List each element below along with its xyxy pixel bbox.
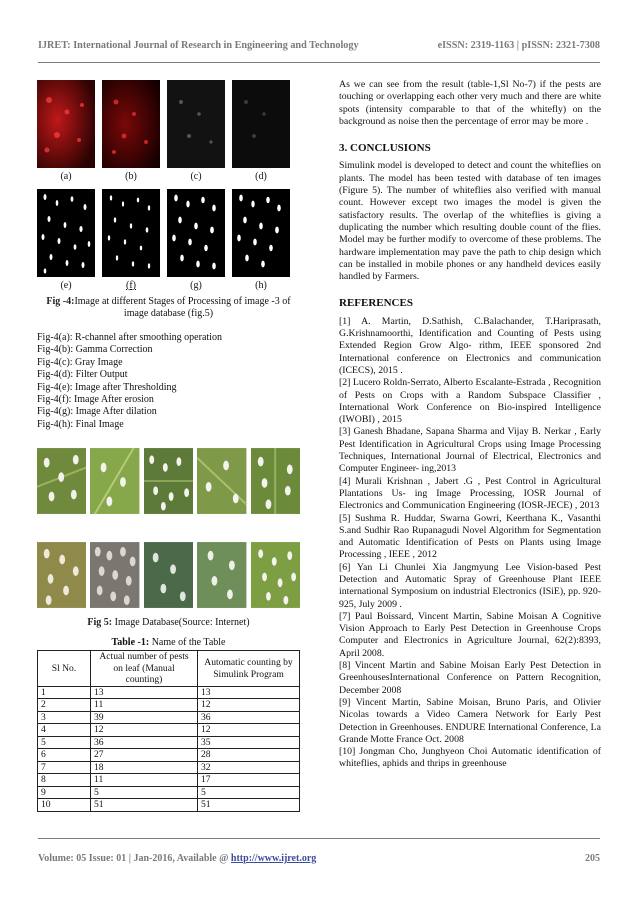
table-header-row xyxy=(38,651,300,687)
step-item: Fig-4(h): Final Image xyxy=(37,418,124,430)
fig5-caption xyxy=(37,617,300,629)
reference-item: [6] Yan Li Chunlei Xia Jangmyung Lee Vision-based Pest Detection and Automatic Spray of Greenhouse Plant IEEE international Symposium on industrial Electronics (ISiE), pp. 920-925, July 2009 . xyxy=(339,561,601,610)
table-row xyxy=(38,711,300,724)
fig4d-image xyxy=(232,80,290,168)
conclusions-paragraph: Simulink model is developed to detect and count the whiteflies on plants. The model has been tested with database of ten images (Figure 5). The number of whiteflies also verified with manual count. However except two images the model is given the satisfactory results. The overlap of the whiteflies is giving a duplicating the number which resulting double count of the flies. Model may be further modify to overcome of these problems. The hardware implementation may pave the path to chip design which can be installed in mobile phones or any handheld devices easily handled by Farmers. xyxy=(339,160,601,283)
reference-item: [4] Murali Krishnan , Jabert .G , Pest Control in Agricultural Plantations Us- ing Image Processing, IOSR Journal of Electronics and Communication Engineering (IOSR-JECE) , 2013 xyxy=(339,475,601,512)
cell-manual: 11 xyxy=(91,699,198,712)
reference-item: [5] Sushma R. Huddar, Swarna Gowri, Keerthana K., Vasanthi S.and Sudhir Rao Rupanagudi Novel Algorithm for Segmentation and Automatic Identification of Pests on Plants using Image Processing , IEEE , 2012 xyxy=(339,512,601,561)
cell-auto: 13 xyxy=(198,686,300,699)
label-f: (f) xyxy=(126,280,136,291)
table-row xyxy=(38,736,300,749)
conclusions-heading: 3. CONCLUSIONS xyxy=(339,142,431,155)
cell-sl: 7 xyxy=(38,761,91,774)
leaf-image-1 xyxy=(37,447,86,515)
cell-sl: 8 xyxy=(38,774,91,787)
table-row xyxy=(38,786,300,799)
cell-sl: 10 xyxy=(38,799,91,812)
cell-manual: 12 xyxy=(91,724,198,737)
cell-auto: 12 xyxy=(198,699,300,712)
fig5-row-bottom xyxy=(37,541,300,609)
cell-sl: 6 xyxy=(38,749,91,762)
label-c: (c) xyxy=(190,171,202,182)
table-row xyxy=(38,686,300,699)
page-header xyxy=(38,40,600,51)
step-item: Fig-4(e): Image after Thresholding xyxy=(37,381,177,393)
fig4-row-bottom xyxy=(37,189,300,277)
fig4-caption xyxy=(37,296,300,320)
fig4h-image xyxy=(232,189,290,277)
cell-auto: 12 xyxy=(198,724,300,737)
cell-manual: 5 xyxy=(91,786,198,799)
fig4-caption-text: Image at different Stages of Processing of image -3 of image database (fig.5) xyxy=(74,296,291,319)
cell-manual: 36 xyxy=(91,736,198,749)
step-item: Fig-4(b): Gamma Correction xyxy=(37,344,153,356)
cell-sl: 2 xyxy=(38,699,91,712)
table-row xyxy=(38,699,300,712)
page-number: 205 xyxy=(585,853,600,864)
table-row xyxy=(38,749,300,762)
leaf-image-9 xyxy=(197,541,246,609)
cell-manual: 27 xyxy=(91,749,198,762)
left-column xyxy=(37,80,300,812)
reference-item: [7] Paul Boissard, Vincent Martin, Sabine Moisan A Cognitive Vision Approach to Early Pest Detection in Greenhouse Crops Computer and Electronics in Agriculture Journal, 62(2):8393, April 2008. xyxy=(339,610,601,659)
label-g: (g) xyxy=(190,280,202,291)
cell-manual: 11 xyxy=(91,774,198,787)
cell-auto: 32 xyxy=(198,761,300,774)
references-list xyxy=(339,316,601,771)
cell-manual: 39 xyxy=(91,711,198,724)
cell-sl: 1 xyxy=(38,686,91,699)
results-table xyxy=(37,650,300,812)
cell-auto: 36 xyxy=(198,711,300,724)
fig4e-image xyxy=(37,189,95,277)
table-caption-label: Table -1: xyxy=(111,637,150,649)
cell-auto: 5 xyxy=(198,786,300,799)
fig5-caption-text: Image Database(Source: Internet) xyxy=(112,617,250,629)
fig4f-image xyxy=(102,189,160,277)
label-b: (b) xyxy=(125,171,137,182)
leaf-image-6 xyxy=(37,541,86,609)
cell-sl: 5 xyxy=(38,736,91,749)
leaf-image-4 xyxy=(197,447,246,515)
fig5-row-top xyxy=(37,447,300,515)
right-column xyxy=(339,79,601,771)
table-caption xyxy=(37,637,300,648)
step-item: Fig-4(a): R-channel after smoothing operation xyxy=(37,332,222,343)
header-sl-no: Sl No. xyxy=(38,651,91,687)
table-caption-text: Name of the Table xyxy=(149,637,226,649)
header-manual: Actual number of pests on leaf (Manual counting) xyxy=(91,651,198,687)
cell-manual: 13 xyxy=(91,686,198,699)
header-rule xyxy=(38,62,600,63)
step-item: Fig-4(f): Image After erosion xyxy=(37,394,154,406)
cell-sl: 3 xyxy=(38,711,91,724)
reference-item: [2] Lucero Roldn-Serrato, Alberto Escalante-Estrada , Recognition of Pests on Crops with a Random Subspace Classifier , International Work Conference on Bio-inspired Intelligence (IWOBI) , 2015 xyxy=(339,377,601,426)
fig4-labels-bottom xyxy=(37,280,300,291)
cell-sl: 9 xyxy=(38,786,91,799)
leaf-image-2 xyxy=(90,447,139,515)
reference-item: [9] Vincent Martin, Sabine Moisan, Bruno Paris, and Olivier Nicolas towards a Video Camera Network for Early Pest Detection in Greenhouses. ENDURE International Conference, La Grande Motte France Oct. 2008 xyxy=(339,696,601,745)
journal-link[interactable]: http://www.ijret.org xyxy=(230,853,317,864)
leaf-image-8 xyxy=(144,541,193,609)
page-footer xyxy=(38,853,600,864)
step-item: Fig-4(d): Filter Output xyxy=(37,369,128,381)
fig4-caption-label: Fig -4: xyxy=(46,296,75,307)
cell-auto: 17 xyxy=(198,774,300,787)
label-h: (h) xyxy=(255,280,267,291)
reference-item: [3] Ganesh Bhadane, Sapana Sharma and Vijay B. Nerkar , Early Pest Identification in Agricultural Crops using Image Processing Techniques, International Journal of Electrical, Electronics and Computer Engineer- ing,2013 xyxy=(339,426,601,475)
cell-sl: 4 xyxy=(38,724,91,737)
leaf-image-7 xyxy=(90,541,139,609)
footer-volume-text: Volume: 05 Issue: 01 | Jan-2016, Available @ xyxy=(38,853,231,864)
issn: eISSN: 2319-1163 | pISSN: 2321-7308 xyxy=(437,40,600,51)
reference-item: [1] A. Martin, D.Sathish, C.Balachander, T.Hariprasath, G.Krishnamoorthi, Identification and Counting of Pests using Extended Region Grow Algo- rithm, IEEE sponsored 2nd International conference on Electronics and communication (ICECS), 2015 . xyxy=(339,315,601,376)
header-automatic: Automatic counting by Simulink Program xyxy=(198,651,300,687)
footer-volume xyxy=(38,853,316,864)
table-body xyxy=(38,686,300,811)
label-d: (d) xyxy=(255,171,267,182)
leaf-image-10 xyxy=(251,541,300,609)
table-row xyxy=(38,774,300,787)
leaf-image-5 xyxy=(251,447,300,515)
label-a: (a) xyxy=(60,171,72,182)
fig4b-image xyxy=(102,80,160,168)
leaf-image-3 xyxy=(144,447,193,515)
fig4-steps-list xyxy=(37,332,300,431)
footer-rule xyxy=(38,838,600,839)
reference-item: [8] Vincent Martin and Sabine Moisan Early Pest Detection in GreenhousesInternational Conference on Pattern Recognition, December 2008 xyxy=(339,660,601,696)
references-heading: REFERENCES xyxy=(339,297,413,310)
table-row xyxy=(38,724,300,737)
label-e: (e) xyxy=(60,280,72,291)
reference-item: [10] Jongman Cho, Junghyeon Choi Automatic identification of whiteflies, aphids and thrips in greenhouse xyxy=(339,746,601,770)
table-row xyxy=(38,761,300,774)
fig5-caption-label: Fig 5: xyxy=(87,617,113,629)
fig4c-image xyxy=(167,80,225,168)
cell-manual: 18 xyxy=(91,761,198,774)
fig4-labels-top xyxy=(37,171,300,182)
step-item: Fig-4(g): Image After dilation xyxy=(37,406,157,418)
table-row xyxy=(38,799,300,812)
cell-auto: 28 xyxy=(198,749,300,762)
fig4-row-top xyxy=(37,80,300,168)
results-paragraph: As we can see from the result (table-1,Sl No-7) if the pests are touching or overlapping each other very much and there are white spots (intensity comparable to that of the whitefly) on the background as noise then the percentage of error may be more . xyxy=(339,79,601,127)
fig4g-image xyxy=(167,189,225,277)
fig4a-image xyxy=(37,80,95,168)
journal-title: IJRET: International Journal of Research in Engineering and Technology xyxy=(38,40,359,51)
step-item: Fig-4(c): Gray Image xyxy=(37,356,123,368)
cell-auto: 51 xyxy=(198,799,300,812)
cell-manual: 51 xyxy=(91,799,198,812)
cell-auto: 35 xyxy=(198,736,300,749)
